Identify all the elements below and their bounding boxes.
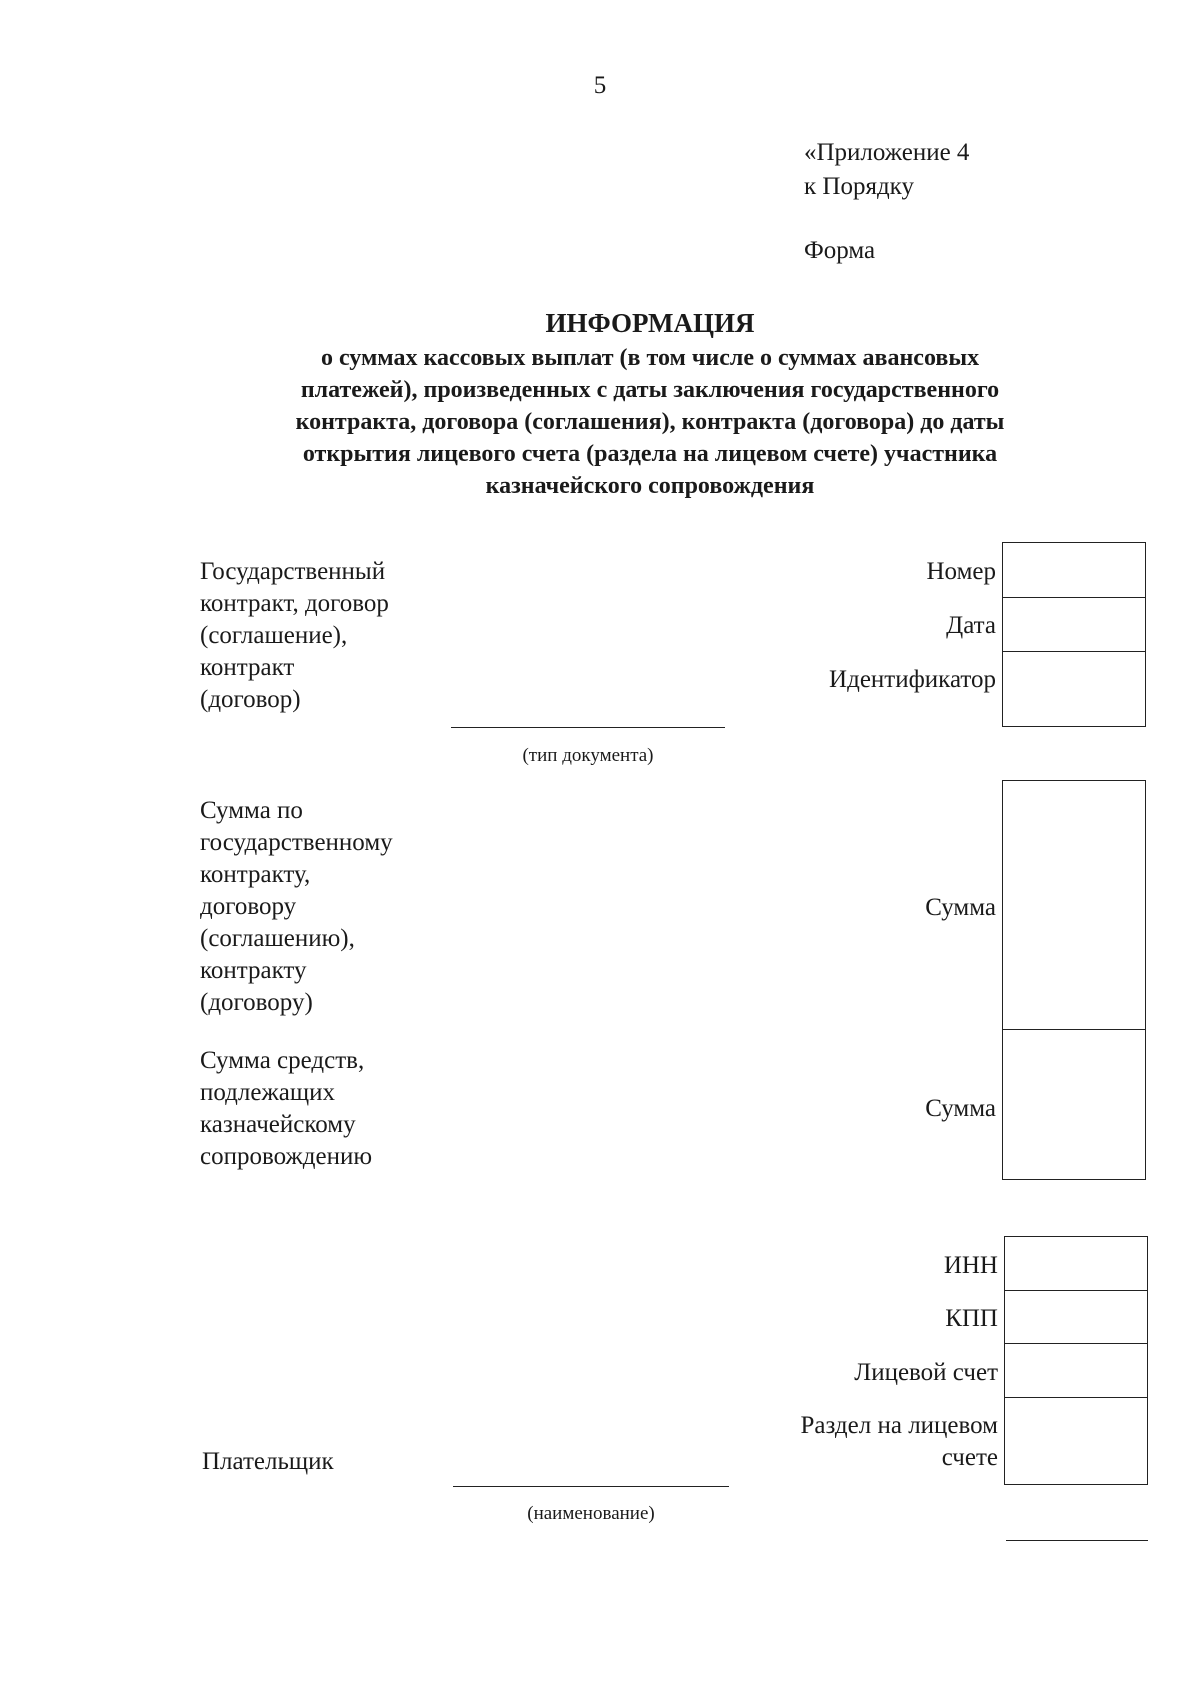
account-section-field[interactable] [1004, 1397, 1148, 1485]
bottom-line [1006, 1540, 1148, 1541]
kpp-field[interactable] [1004, 1290, 1148, 1344]
doc-type-line[interactable] [451, 727, 725, 728]
account-field[interactable] [1004, 1343, 1148, 1398]
payer-name-line[interactable] [453, 1486, 729, 1487]
inn-label: ИНН [943, 1252, 998, 1279]
identifier-label: Идентификатор [829, 666, 996, 693]
account-label: Лицевой счет [854, 1359, 998, 1386]
number-label: Номер [926, 558, 996, 585]
payer-label: Плательщик [202, 1448, 334, 1475]
page-number: 5 [593, 72, 607, 99]
document-subtitle: о суммах кассовых выплат (в том числе о суммах авансовых платежей), произведенных с даты заключения государственного контракта, договора (соглашения), контракта (договора) до даты открытия лицевого счета (раздела на лицевом счете) участника казначейского сопровождения [295, 345, 1005, 499]
date-field[interactable] [1002, 597, 1146, 652]
inn-field[interactable] [1004, 1236, 1148, 1291]
payer-name-caption: (наименование) [527, 1503, 655, 1524]
escort-amount-field[interactable] [1002, 1029, 1146, 1180]
appendix-line-2: к Порядку [804, 173, 914, 200]
kpp-label: КПП [945, 1305, 998, 1332]
escort-amount-label: Сумма средств, подлежащих казначейскому сопровождению [200, 1047, 373, 1170]
appendix-header [804, 136, 969, 204]
appendix-line-1: «Приложение 4 [804, 139, 970, 166]
contract-amount-field-label: Сумма [925, 894, 996, 921]
doc-type-caption: (тип документа) [522, 745, 654, 766]
document-title: ИНФОРМАЦИЯ [545, 308, 755, 338]
number-field[interactable] [1002, 542, 1146, 598]
identifier-field[interactable] [1002, 651, 1146, 727]
account-section-label: Раздел на лицевом счете [800, 1412, 998, 1471]
contract-amount-field[interactable] [1002, 780, 1146, 1030]
contract-label: Государственный контракт, договор (соглашение), контракт (договор) [200, 558, 389, 713]
escort-amount-field-label: Сумма [925, 1095, 996, 1122]
contract-amount-label: Сумма по государственному контракту, договору (соглашению), контракту (договору) [200, 797, 393, 1016]
date-label: Дата [946, 612, 996, 639]
form-label: Форма [804, 237, 876, 264]
